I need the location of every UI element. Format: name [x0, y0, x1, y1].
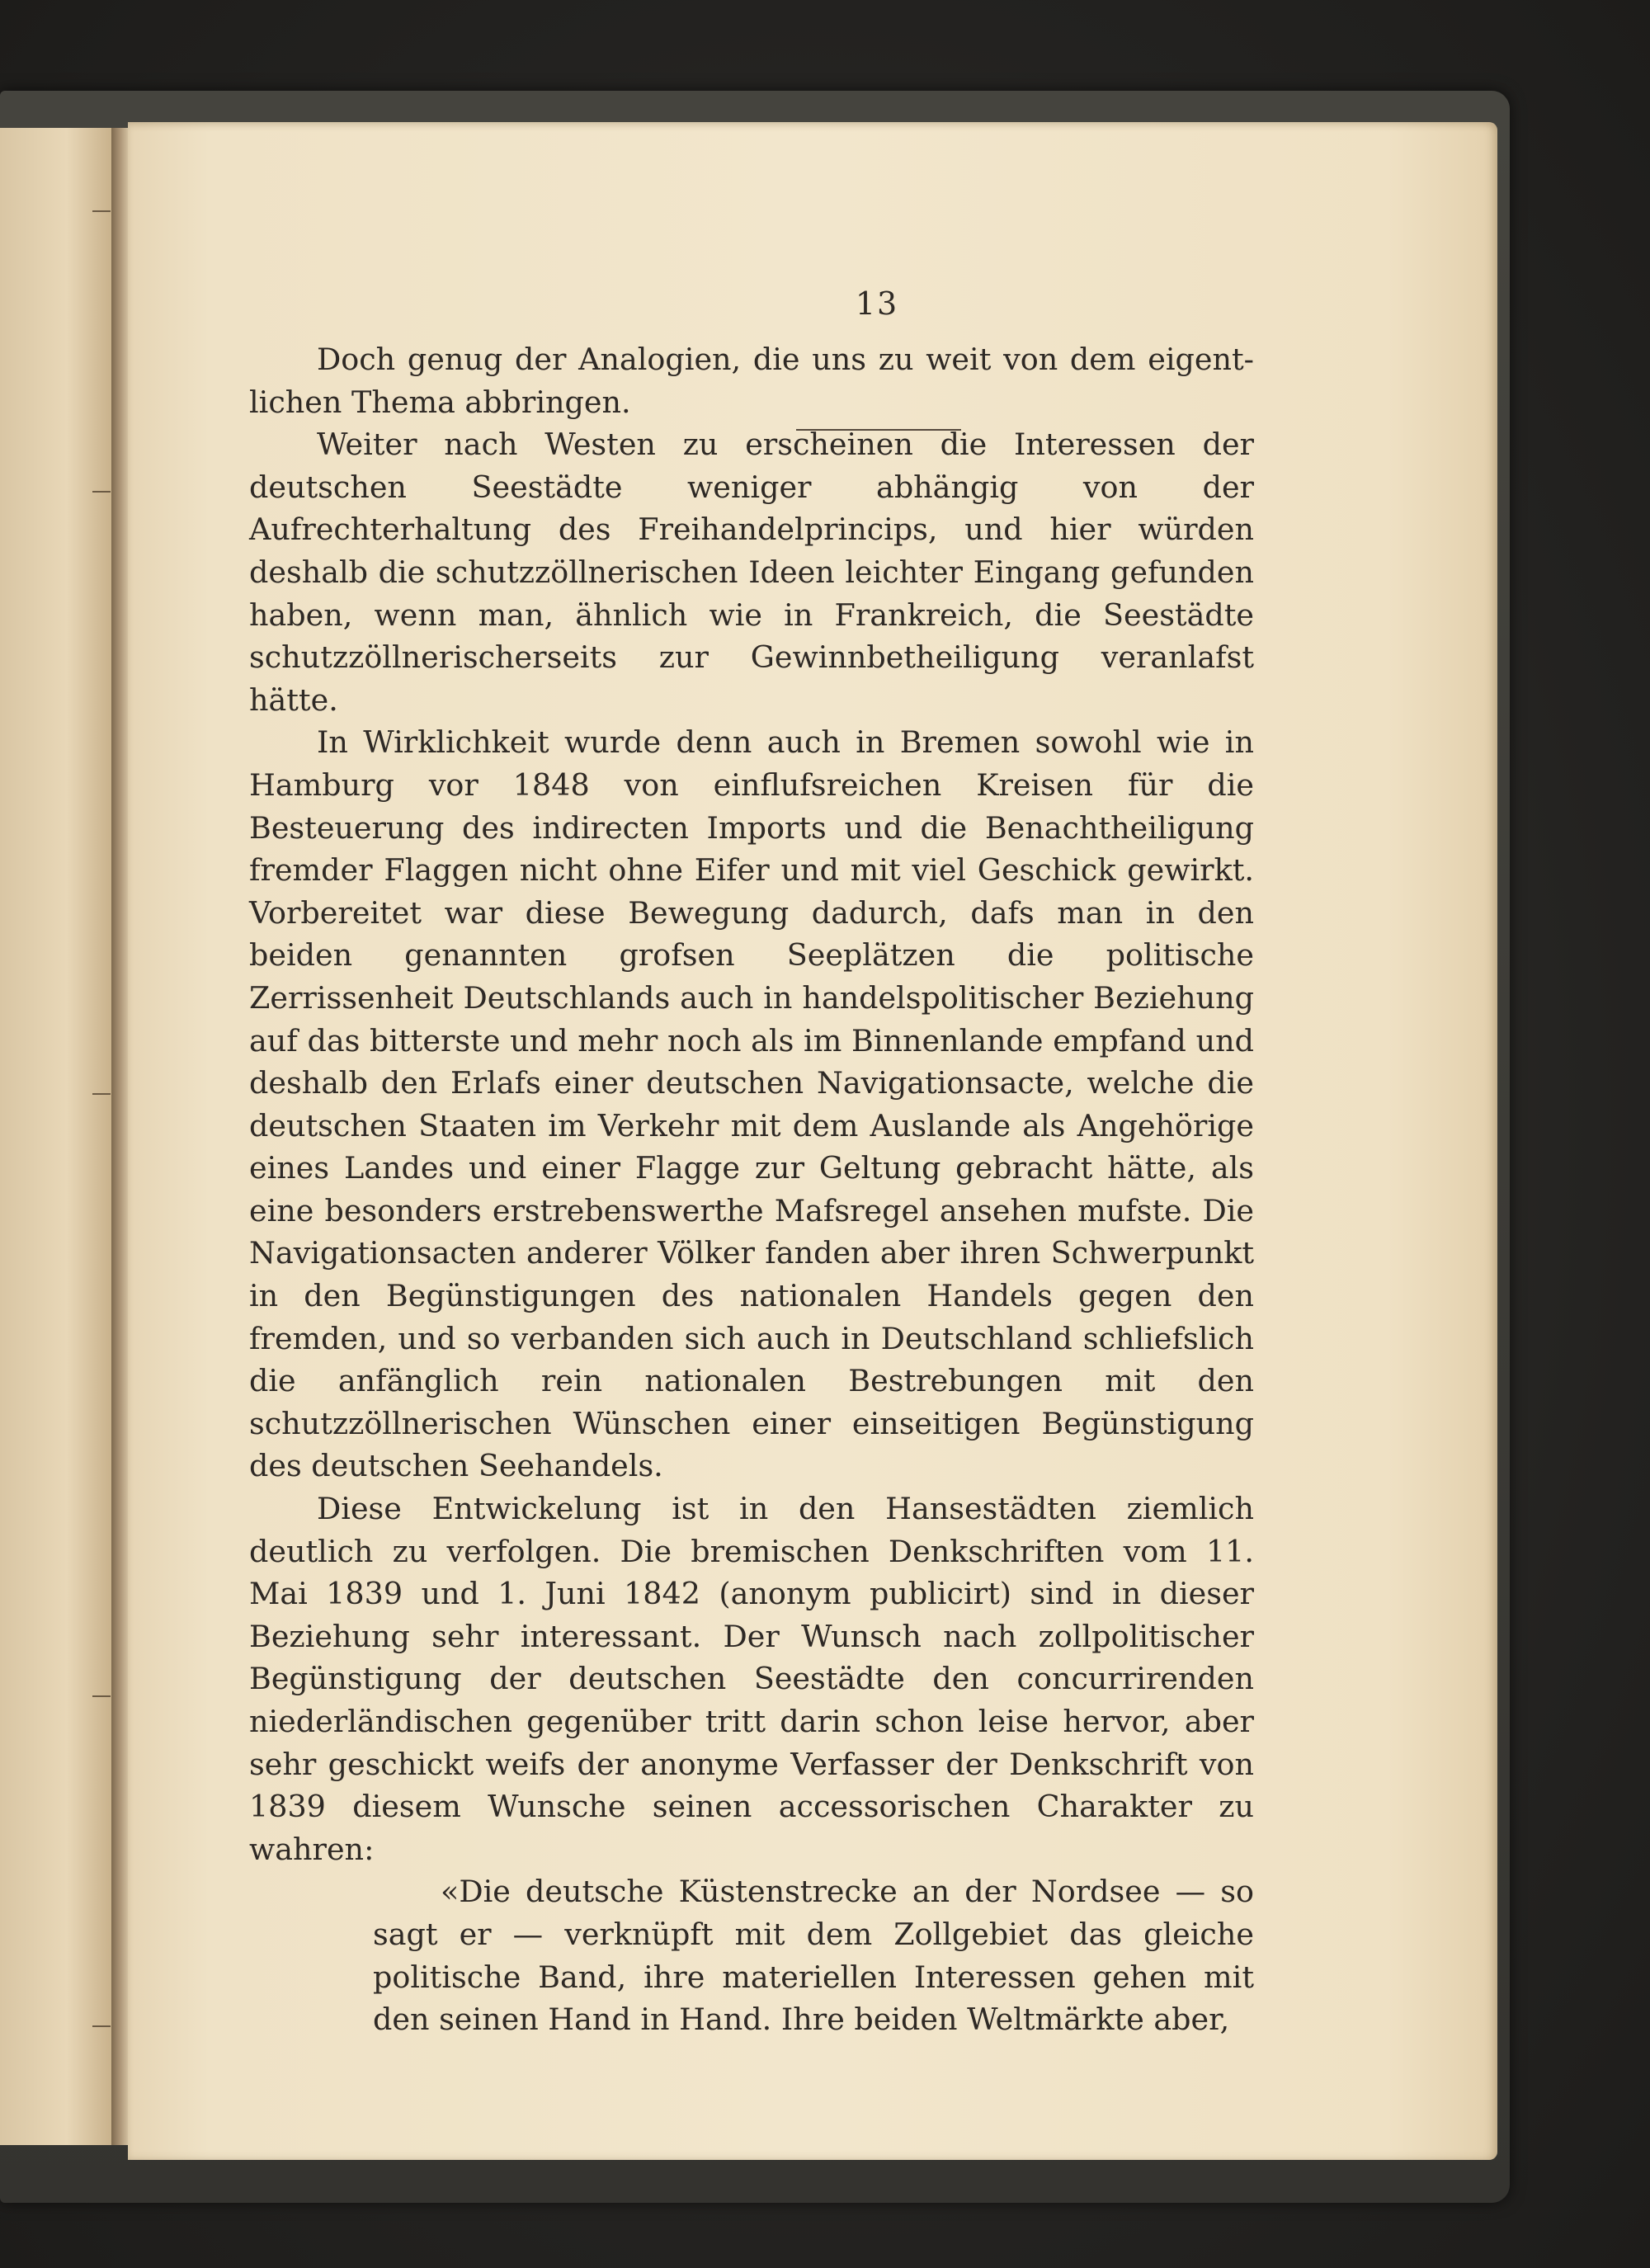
paragraph: Diese Entwickelung ist in den Hansestädten ziemlich deutlich zu verfolgen. Die bremischen Denkschriften vom 11. Mai 1839 und 1. Juni 1842 (anonym publicirt) sind in dieser Beziehung sehr interessant. Der Wunsch nach zollpolitischer Begünstigung der deutschen Seestädte den concurrirenden niederländischen gegenüber tritt darin schon leise hervor, aber sehr geschickt weifs der anonyme Verfasser der Denkschrift von 1839 diesem Wunsche seinen accessorischen Charakter zu wahren: — [249, 1491, 1254, 1867]
paragraph: Weiter nach Westen zu erscheinen die Interessen der deutschen Seestädte weniger abhängig von der Aufrechterhaltung des Freihandelprincips, und hier würden deshalb die schutzzöllnerischen Ideen leichter Eingang gefunden haben, wenn man, ähnlich wie in Frankreich, die Seestädte schutzzöllnerischerseits zur Gewinnbetheiligung veranlafst hätte. — [249, 427, 1254, 718]
margin-mark — [92, 1695, 111, 1697]
paragraph: In Wirklichkeit wurde denn auch in Bremen sowohl wie in Hamburg vor 1848 von einflufsreichen Kreisen für die Besteuerung des indirecten Imports und die Benachtheiligung fremder Flaggen nicht ohne Eifer und mit viel Geschick gewirkt. Vorbereitet war diese Bewegung dadurch, dafs man in den beiden genannten grofsen Seeplätzen die politische Zerrissenheit Deutschlands auch in handelspolitischer Beziehung auf das bitterste und mehr noch als im Binnenlande empfand und deshalb den Erlafs einer deutschen Navigationsacte, welche die deutschen Staaten im Verkehr mit dem Auslande als Angehörige eines Landes und einer Flagge zur Geltung gebracht hätte, als eine besonders erstrebenswerthe Mafsregel ansehen mufste. Die Navigationsacten anderer Völker fanden aber ihren Schwerpunkt in den Begünstigungen des nationalen Handels gegen den fremden, und so verbanden sich auch in Deutschland schliefslich die anfänglich rein nationalen Bestrebungen mit den schutzzöllnerischen Wünschen einer einseitigen Begünstigung des deutschen Seehandels. — [249, 724, 1254, 1484]
margin-mark — [92, 2025, 111, 2027]
block-quote: «Die deutsche Küstenstrecke an der Nordsee — so sagt er — verknüpft mit dem Zollgebiet das gleiche politische Band, ihre materiellen Interessen gehen mit den seinen Hand in Hand. Ihre beiden Weltmärkte aber, — [373, 1874, 1254, 2038]
paragraph: Doch genug der Analogien, die uns zu weit von dem eigentlichen Thema abbringen. — [249, 342, 1254, 420]
margin-mark — [92, 1093, 111, 1095]
book-gutter — [111, 128, 130, 2145]
body-text — [249, 338, 1254, 2041]
page-number: 13 — [855, 285, 899, 322]
left-page-edge — [0, 128, 113, 2145]
margin-mark — [92, 491, 111, 493]
margin-mark — [92, 210, 111, 212]
